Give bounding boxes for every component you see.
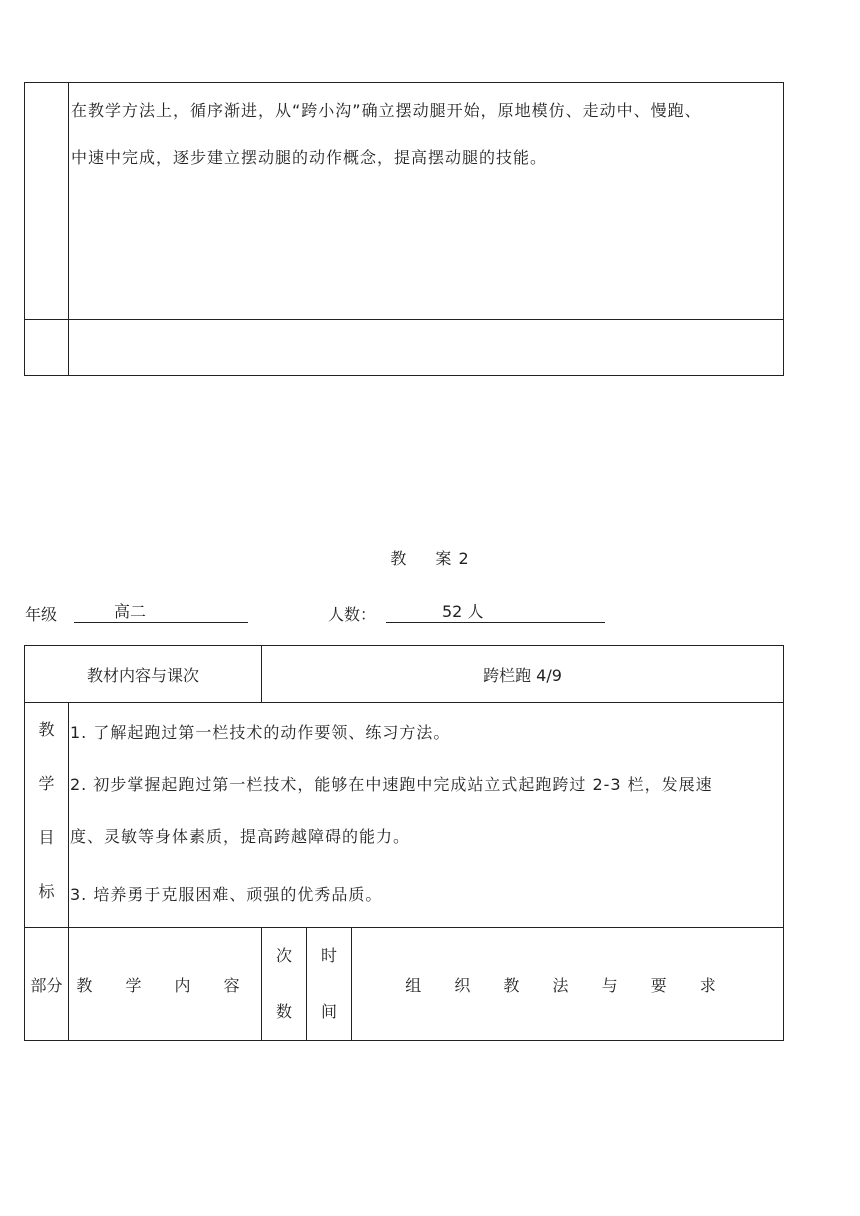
method-description-cell	[69, 83, 784, 320]
lesson-plan-title	[0, 546, 860, 569]
col-header-char: 时	[320, 946, 337, 965]
col-header-char: 间	[320, 1002, 337, 1021]
empty-cell	[25, 320, 69, 376]
lesson-plan-table	[24, 645, 784, 1041]
empty-cell	[69, 320, 784, 376]
empty-cell	[25, 83, 69, 320]
grade-value: 高二	[74, 602, 248, 623]
col-header-method	[352, 928, 784, 1041]
title-part: 教	[390, 549, 408, 568]
previous-lesson-table	[24, 82, 784, 376]
count-label: 人数：	[328, 605, 377, 624]
method-paragraph	[69, 81, 783, 181]
goal-item: 度、灵敏等身体素质，提高跨越障碍的能力。	[70, 827, 411, 846]
title-part: 案 2	[435, 549, 470, 568]
goal-label-char: 标	[38, 882, 55, 901]
col-header-method-text: 组 织 教 法 与 要 求	[405, 975, 730, 995]
col-header-times	[262, 928, 307, 1041]
paragraph-line: 中速中完成，逐步建立摆动腿的动作概念，提高摆动腿的技能。	[71, 148, 548, 167]
col-header-part: 部分	[25, 928, 69, 1041]
material-label: 教材内容与课次	[25, 646, 262, 703]
goal-label-char: 学	[38, 774, 55, 793]
col-header-char: 数	[275, 1002, 292, 1021]
goals-label-cell	[25, 703, 69, 928]
count-value: 52 人	[386, 602, 605, 623]
col-header-content-text: 教 学 内 容	[76, 975, 254, 995]
goal-item: 2. 初步掌握起跑过第一栏技术，能够在中速跑中完成站立式起跑跨过 2-3 栏，发展速	[70, 775, 713, 794]
goals-content-cell	[69, 703, 784, 928]
goal-item: 1. 了解起跑过第一栏技术的动作要领、练习方法。	[70, 723, 451, 742]
goal-label-char: 教	[38, 720, 55, 739]
goal-item: 3. 培养勇于克服困难、顽强的优秀品质。	[70, 885, 383, 904]
col-header-content	[69, 928, 262, 1041]
col-header-char: 次	[275, 946, 292, 965]
paragraph-line: 在教学方法上，循序渐进，从“跨小沟”确立摆动腿开始，原地模仿、走动中、慢跑、	[71, 101, 702, 120]
grade-label: 年级	[25, 605, 58, 624]
goal-label-char: 目	[38, 828, 55, 847]
material-value: 跨栏跑 4/9	[262, 646, 784, 703]
col-header-time	[307, 928, 352, 1041]
